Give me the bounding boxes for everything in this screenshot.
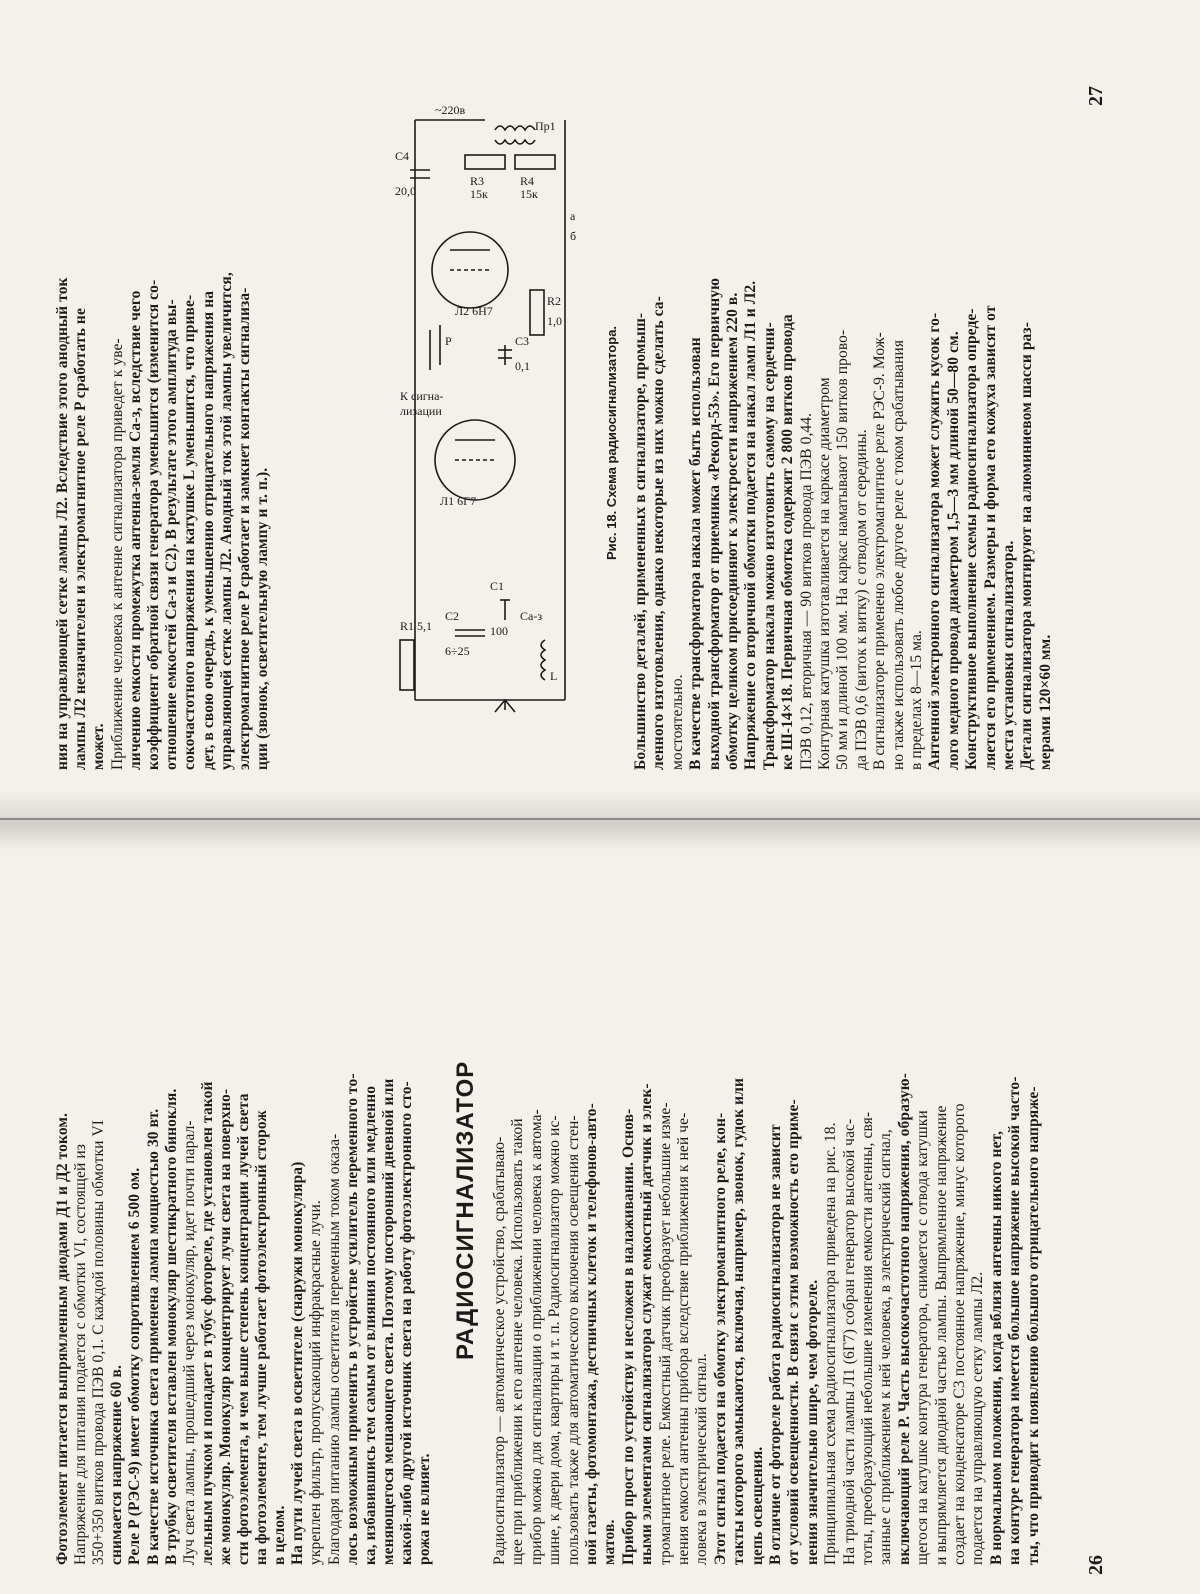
text-line: Напряжение со вторичной обмотки подается на накал ламп Л1 и Л2.	[742, 280, 760, 770]
text-line: лампы Л2 незначителен и электромагнитное реле P сработать не	[72, 308, 90, 770]
label-c3: C3	[515, 334, 530, 348]
text-line: да ПЭВ 0,6 (виток к витку) с отводом от середины.	[852, 429, 870, 770]
label-terminal-b: б	[570, 229, 577, 243]
text-line: 50 мм и длиной 100 мм. На каркас наматывают 150 витков прово-	[834, 329, 852, 770]
text-line: В качестве источника света применена лампа мощностью 30 вт.	[144, 1108, 162, 1565]
text-line: лельным пучком и попадает в тубус фотореле, где установлен такой	[198, 1081, 216, 1565]
text-line: ной газеты, фотомонтажа, дестничных клеток и телефонов-авто-	[583, 1103, 600, 1565]
text-line: 350+350 витков провода ПЭВ 0,1. С каждой половины обмотки VI	[90, 1119, 108, 1565]
text-line: Антенной электронного сигнализатора может служить кусок го-	[926, 312, 944, 770]
text-line: ленного изготовления, однако некоторые из них можно сделать са-	[650, 296, 668, 770]
text-line: такты которого замыкаются, включая, например, звонок, гудок или	[730, 1077, 748, 1565]
text-line: дет, в свою очередь, к уменьшению отрицательного напряжения на	[199, 290, 217, 770]
label-r2-value: 1,0	[547, 314, 562, 328]
text-line: сокочастотного напряжения на катушке L уменьшится, что приве-	[181, 294, 199, 770]
text-line: В отличие от фотореле работа радиосигнализатора не зависит	[767, 1124, 784, 1565]
text-line: Луч света лампы, прошедший через монокуляр, идет почти парал-	[180, 1120, 198, 1565]
text-line: шине, к двери дома, квартиры и т. п. Радиосигнализатор можно ис-	[546, 1115, 564, 1565]
text-line: подается на управляющую сетку лампы Л2.	[969, 1271, 987, 1565]
label-relay: P	[445, 334, 452, 348]
text-line: ты, что приводит к появлению большого отрицательного напряже-	[1024, 1086, 1042, 1565]
text-line: создает на конденсаторе C3 постоянное напряжение, минус которого	[951, 1103, 968, 1565]
text-line: Принципиальная схема радиосигнализатора приведена на рис. 18.	[822, 1122, 840, 1565]
text-line: рожа не влияет.	[416, 1453, 433, 1565]
label-r3-value: 15к	[470, 187, 488, 201]
text-line: Приближение человека к антенне сигнализатора приведет к уве-	[108, 338, 126, 770]
label-c1: C1	[490, 579, 505, 593]
text-line: ния на управляющей сетке лампы Л2. Вследствие этого анодный ток	[54, 277, 71, 770]
text-line: снимается напряжение 60 в.	[108, 1365, 126, 1565]
text-line: отношение емкостей Cа-з и C2). В результате этого амплитуда вы-	[163, 299, 181, 770]
text-line: В нормальном положении, когда вблизи антенны никого нет,	[987, 1130, 1005, 1565]
label-c2-value: 6÷25	[445, 644, 470, 658]
label-r3: R3	[470, 174, 485, 188]
text-line: Прибор прост по устройству и несложен в налаживании. Основ-	[619, 1108, 637, 1565]
gutter-line	[0, 818, 1200, 820]
circuit-schematic	[395, 100, 645, 720]
text-line: мерами 120×60 мм.	[1036, 634, 1054, 770]
text-line: тоты, преобразующий небольшие изменения емкости антенны, свя-	[859, 1111, 876, 1565]
text-line: На триодной части лампы Л1 (6Г7) собран генератор высокой час-	[840, 1118, 858, 1565]
text-line: ными элементами сигнализатора служат емкостный датчик и элек-	[638, 1083, 656, 1565]
text-line: щее при приближении к его антенне человека. Использовать такой	[509, 1118, 527, 1565]
text-line: нения значительно шире, чем фотореле.	[803, 1279, 821, 1565]
label-terminal-a: а	[570, 209, 576, 223]
text-line: включающий реле P. Часть высокочастотного напряжения, образую-	[895, 1073, 913, 1565]
text-line: укреплен фильтр, пропускающий инфракрасные лучи.	[307, 1200, 325, 1565]
text-line: ке Ш-14×18. Первичная обмотка содержит 2 800 витков провода	[779, 314, 797, 770]
label-c3-value: 0,1	[515, 359, 530, 373]
label-r4: R4	[520, 174, 535, 188]
label-fuse: Пр1	[535, 119, 556, 133]
label-signal: К сигна-	[400, 389, 444, 403]
label-c2: C2	[445, 609, 460, 623]
text-line: пользовать также для автоматического включения освещения стен-	[564, 1115, 582, 1565]
label-r2: R2	[547, 294, 562, 308]
text-line: на контуре генератора имеется большое напряжение высокой часто-	[1006, 1076, 1024, 1565]
figure-caption: Рис. 18. Схема радиосигнализатора.	[604, 325, 619, 560]
label-c4: C4	[395, 149, 410, 163]
text-line: ловека в электрический сигнал.	[693, 1353, 711, 1565]
text-line: В качестве трансформатора накала может быть использован	[687, 337, 705, 770]
label-l: L	[550, 669, 558, 683]
label-signal-2: лизации	[400, 404, 442, 418]
text-line: выходной трансформатор от приемника «Рекорд-53». Его первичную	[705, 277, 723, 770]
text-line: и выпрямляется диодной частью лампы. Выпрямленное напряжение	[932, 1105, 950, 1565]
label-c4-value: 20,0	[395, 184, 416, 198]
text-line: мостоятельно.	[668, 674, 686, 770]
text-line: электромагнитное реле P сработает и замкнет контакты сигнализа-	[236, 287, 253, 770]
label-r4-value: 15к	[520, 187, 538, 201]
section-heading: РАДИОСИГНАЛИЗАТОР	[452, 1060, 479, 1360]
text-line: от условий освещенности. В связи с этим возможность его приме-	[785, 1099, 803, 1565]
text-line: личению емкости промежутка антенна-земля Cа-з, вследствие чего	[126, 290, 144, 770]
label-mains: ~220в	[435, 103, 466, 117]
text-line: цепь освещения.	[748, 1446, 766, 1565]
text-line: сти фотоэлемента, и чем выше степень концентрации лучей света	[235, 1093, 252, 1565]
text-line: управляющей сетке лампы Л2. Анодный ток этой лампы увеличится,	[217, 272, 235, 770]
text-line: ка, избавившись тем самым от влияния постоянного или медленно	[361, 1085, 379, 1565]
text-line: Фотоэлемент питается выпрямленным диодами Д1 и Д2 током.	[54, 1112, 71, 1565]
text-line: ПЭВ 0,12, вторичная — 90 витков провода ПЭВ 0,44.	[797, 412, 815, 770]
text-line: Детали сигнализатора монтируют на алюминиевом шасси раз-	[1018, 322, 1036, 770]
label-c1-value: 100	[490, 624, 508, 638]
text-line: Напряжение для питания подается с обмотки VI, состоящей из	[72, 1144, 90, 1565]
text-line: Реле P (РЭС-9) имеет обмотку сопротивлением 6 500 ом.	[126, 1167, 144, 1565]
text-line: может.	[90, 723, 108, 770]
text-line: В трубку осветителя вставлен монокуляр шестикратного бинокля.	[162, 1088, 180, 1565]
text-line: же монокуляр. Монокуляр концентрирует лучи света на поверхно-	[216, 1088, 234, 1565]
text-line: щегося на катушке контура генератора, снимается с отвода катушки	[914, 1110, 932, 1565]
label-r1: R1 5,1	[400, 619, 433, 633]
text-line: нения емкости антенны прибора вследствие приближения к ней че-	[675, 1112, 692, 1565]
text-line: Контурная катушка изготавливается на каркасе диаметром	[816, 377, 833, 770]
text-line: матов.	[601, 1519, 619, 1565]
text-line: лось возможным применить в устройстве усилитель переменного то-	[343, 1073, 361, 1565]
text-line: Радиосигнализатор — автоматическое устройство, срабатываю-	[491, 1136, 508, 1565]
label-lamp1: Л1 6Г7	[440, 494, 477, 508]
text-line: Трансформатор накала можно изготовить самому на сердечни-	[760, 322, 778, 770]
text-line: тромагнитное реле. Емкостный датчик преобразует небольшие изме-	[656, 1102, 674, 1565]
text-line: обмотку целиком присоединяют к электросети напряжением 220 в.	[724, 292, 741, 770]
text-line: меняющегося мешающего света. Поэтому посторонний дневной или	[379, 1078, 397, 1565]
text-line: коэффициент обратной связи генератора уменьшится (изменится со-	[145, 279, 162, 770]
page-number-right: 27	[1085, 86, 1107, 106]
text-line: ции (звонок, осветительную лампу и т. п.).	[254, 467, 272, 770]
text-line: лого медного провода диаметром 1,5—3 мм длиной 50—80 см.	[944, 331, 962, 770]
text-line: на фотоэлементе, тем лучше работает фотоэлектронный сторож	[253, 1110, 271, 1565]
page-number-left: 26	[1085, 1555, 1107, 1575]
text-line: занные с приближением к ней человека, в электрический сигнал,	[877, 1129, 895, 1565]
text-line: Благодаря питанию лампы осветителя переменным током оказа-	[325, 1133, 343, 1565]
text-line: в пределах 8—15 ма.	[908, 630, 925, 770]
label-c-az: Cа-з	[520, 609, 543, 623]
text-line: ляется его применением. Размеры и форма его кожуха зависят от	[981, 305, 999, 770]
text-line: какой-либо другой источник света на работу фотоэлектронного сто-	[397, 1081, 415, 1565]
text-line: но также использовать любое другое реле с током срабатывания	[889, 339, 907, 770]
text-line: В сигнализаторе применено электромагнитное реле РЭС-9. Мож-	[871, 332, 889, 770]
text-line: в целом.	[271, 1505, 289, 1565]
text-line: Конструктивное выполнение схемы радиосигнализатора опреде-	[963, 308, 981, 770]
book-gutter	[0, 790, 1200, 850]
text-line: места установки сигнализатора.	[1000, 540, 1017, 770]
label-lamp2: Л2 6Н7	[455, 304, 493, 318]
text-line: прибор можно для сигнализации о приближении человека к автома-	[527, 1109, 545, 1565]
text-line: На пути лучей света в осветителе (снаружи монокуляра)	[289, 1161, 307, 1565]
text-line: Большинство деталей, примененных в сигнализаторе, промыш-	[632, 312, 649, 770]
text-line: Этот сигнал подается на обмотку электромагнитного реле, кон-	[711, 1112, 729, 1565]
